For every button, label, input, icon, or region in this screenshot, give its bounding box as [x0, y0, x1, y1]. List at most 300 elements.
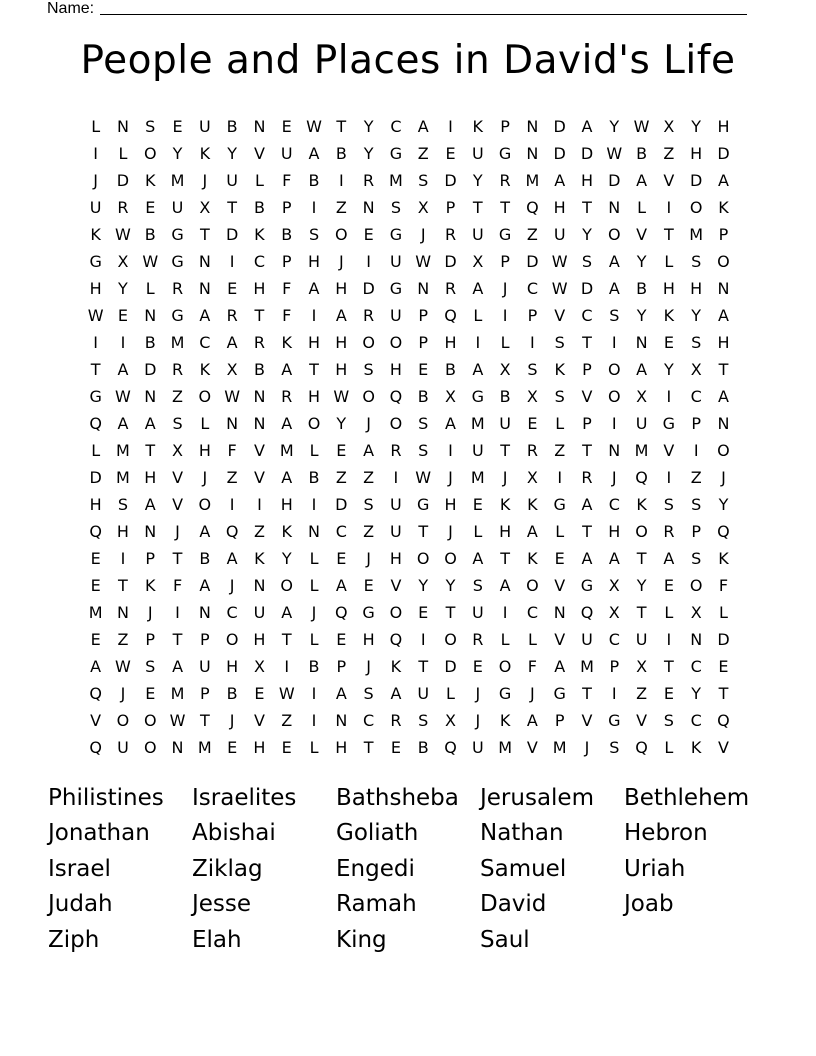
grid-letter[interactable]: K — [390, 657, 402, 676]
grid-letter[interactable]: H — [444, 495, 457, 514]
grid-letter[interactable]: C — [226, 603, 238, 622]
grid-letter[interactable]: X — [690, 603, 702, 622]
grid-letter[interactable]: M — [197, 738, 212, 757]
grid-letter[interactable]: M — [170, 171, 185, 190]
grid-letter[interactable]: D — [444, 252, 457, 271]
grid-letter[interactable]: N — [226, 414, 239, 433]
grid-letter[interactable]: S — [554, 387, 565, 406]
grid-letter[interactable]: Q — [89, 684, 102, 703]
grid-letter[interactable]: O — [416, 549, 430, 568]
grid-letter[interactable]: O — [362, 333, 375, 352]
grid-letter[interactable]: O — [607, 225, 621, 244]
grid-letter[interactable]: G — [553, 495, 566, 514]
grid-letter[interactable]: W — [169, 711, 186, 730]
grid-letter[interactable]: X — [226, 360, 238, 379]
grid-letter[interactable]: O — [143, 711, 157, 730]
grid-letter[interactable]: Y — [582, 225, 592, 244]
grid-letter[interactable]: X — [499, 360, 511, 379]
grid-letter[interactable]: O — [717, 252, 730, 271]
grid-letter[interactable]: D — [116, 171, 130, 190]
grid-letter[interactable]: Z — [636, 684, 648, 703]
grid-letter[interactable]: U — [417, 684, 430, 703]
grid-letter[interactable]: J — [721, 468, 726, 487]
grid-letter[interactable]: R — [472, 630, 484, 649]
grid-letter[interactable]: K — [144, 576, 156, 595]
grid-letter[interactable]: Z — [172, 387, 184, 406]
grid-letter[interactable]: K — [254, 225, 265, 244]
grid-letter[interactable]: I — [93, 333, 98, 352]
grid-letter[interactable]: Q — [225, 522, 239, 541]
grid-letter[interactable]: A — [581, 549, 593, 568]
grid-letter[interactable]: O — [444, 630, 457, 649]
grid-letter[interactable]: D — [89, 468, 102, 487]
grid-letter[interactable]: G — [89, 387, 102, 406]
grid-letter[interactable]: U — [390, 522, 402, 541]
grid-letter[interactable]: A — [226, 333, 238, 352]
grid-letter[interactable]: O — [607, 387, 621, 406]
grid-letter[interactable]: I — [475, 333, 481, 352]
grid-letter[interactable]: W — [415, 252, 432, 271]
grid-letter[interactable]: L — [664, 738, 674, 757]
grid-letter[interactable]: O — [389, 603, 403, 622]
grid-letter[interactable]: S — [554, 333, 565, 352]
grid-letter[interactable]: D — [553, 144, 566, 163]
grid-letter[interactable]: I — [611, 684, 617, 703]
grid-letter[interactable]: Z — [417, 144, 429, 163]
grid-letter[interactable]: O — [607, 360, 621, 379]
grid-letter[interactable]: D — [335, 495, 348, 514]
grid-letter[interactable]: U — [471, 603, 484, 622]
grid-letter[interactable]: C — [253, 252, 266, 271]
grid-letter[interactable]: S — [117, 495, 129, 514]
grid-letter[interactable]: L — [309, 549, 319, 568]
grid-letter[interactable]: T — [172, 549, 183, 568]
grid-letter[interactable]: I — [311, 306, 317, 325]
grid-letter[interactable]: U — [198, 117, 211, 136]
grid-letter[interactable]: C — [690, 657, 702, 676]
grid-letter[interactable]: R — [499, 171, 511, 190]
grid-letter[interactable]: E — [336, 630, 347, 649]
grid-letter[interactable]: O — [389, 333, 403, 352]
grid-letter[interactable]: P — [582, 414, 592, 433]
grid-letter[interactable]: P — [609, 657, 620, 676]
grid-letter[interactable]: J — [366, 414, 371, 433]
grid-letter[interactable]: W — [87, 306, 104, 325]
grid-letter[interactable]: Q — [635, 738, 648, 757]
grid-letter[interactable]: V — [172, 495, 184, 514]
grid-letter[interactable]: J — [202, 171, 208, 190]
grid-letter[interactable]: I — [366, 252, 371, 271]
grid-letter[interactable]: O — [307, 414, 321, 433]
grid-letter[interactable]: X — [199, 198, 211, 217]
grid-letter[interactable]: H — [690, 279, 703, 298]
grid-letter[interactable]: N — [526, 117, 539, 136]
grid-letter[interactable]: H — [389, 549, 402, 568]
grid-letter[interactable]: J — [448, 522, 453, 541]
grid-letter[interactable]: W — [333, 387, 350, 406]
grid-letter[interactable]: T — [199, 225, 210, 244]
grid-letter[interactable]: P — [554, 711, 565, 730]
grid-letter[interactable]: I — [448, 441, 453, 460]
grid-letter[interactable]: T — [418, 657, 429, 676]
grid-letter[interactable]: T — [445, 603, 456, 622]
grid-letter[interactable]: N — [417, 279, 430, 298]
grid-letter[interactable]: L — [664, 603, 674, 622]
grid-letter[interactable]: U — [471, 738, 484, 757]
grid-letter[interactable]: G — [553, 684, 566, 703]
grid-letter[interactable]: B — [417, 387, 429, 406]
grid-letter[interactable]: Q — [335, 603, 348, 622]
grid-letter[interactable]: U — [117, 738, 129, 757]
grid-letter[interactable]: T — [636, 549, 647, 568]
grid-letter[interactable]: I — [666, 630, 672, 649]
grid-letter[interactable]: U — [171, 198, 184, 217]
grid-letter[interactable]: E — [663, 576, 674, 595]
grid-letter[interactable]: L — [664, 252, 674, 271]
grid-letter[interactable]: N — [553, 603, 566, 622]
grid-letter[interactable]: U — [253, 603, 266, 622]
grid-letter[interactable]: Z — [363, 468, 375, 487]
grid-letter[interactable]: K — [254, 549, 265, 568]
grid-letter[interactable]: E — [418, 360, 429, 379]
grid-letter[interactable]: N — [717, 414, 730, 433]
grid-letter[interactable]: R — [171, 279, 184, 298]
grid-letter[interactable]: D — [144, 360, 157, 379]
grid-letter[interactable]: G — [498, 225, 512, 244]
grid-letter[interactable]: I — [666, 468, 672, 487]
grid-letter[interactable]: A — [554, 171, 566, 190]
grid-letter[interactable]: H — [253, 630, 266, 649]
grid-letter[interactable]: Y — [691, 306, 702, 325]
grid-letter[interactable]: B — [636, 144, 648, 163]
grid-letter[interactable]: K — [281, 522, 292, 541]
grid-letter[interactable]: T — [418, 522, 429, 541]
grid-letter[interactable]: I — [311, 495, 317, 514]
grid-letter[interactable]: E — [227, 279, 238, 298]
grid-letter[interactable]: I — [530, 333, 535, 352]
grid-letter[interactable]: S — [172, 414, 183, 433]
grid-letter[interactable]: A — [308, 279, 320, 298]
grid-letter[interactable]: J — [311, 603, 317, 622]
grid-letter[interactable]: C — [608, 630, 620, 649]
grid-letter[interactable]: Z — [335, 468, 347, 487]
grid-letter[interactable]: E — [145, 684, 156, 703]
grid-letter[interactable]: X — [526, 468, 538, 487]
grid-letter[interactable]: O — [198, 495, 212, 514]
grid-letter[interactable]: H — [253, 279, 266, 298]
grid-letter[interactable]: U — [198, 657, 211, 676]
grid-letter[interactable]: Z — [363, 522, 375, 541]
grid-letter[interactable]: H — [226, 657, 239, 676]
grid-letter[interactable]: S — [527, 360, 538, 379]
grid-letter[interactable]: I — [393, 468, 399, 487]
grid-letter[interactable]: A — [90, 657, 102, 676]
grid-letter[interactable]: I — [611, 333, 617, 352]
grid-letter[interactable]: E — [718, 657, 729, 676]
grid-letter[interactable]: X — [663, 117, 675, 136]
grid-letter[interactable]: N — [526, 144, 539, 163]
grid-letter[interactable]: R — [581, 468, 593, 487]
grid-letter[interactable]: B — [226, 117, 238, 136]
grid-letter[interactable]: Y — [691, 117, 702, 136]
grid-letter[interactable]: S — [363, 684, 374, 703]
grid-letter[interactable]: C — [690, 387, 702, 406]
grid-letter[interactable]: N — [116, 117, 129, 136]
grid-letter[interactable]: I — [311, 684, 317, 703]
grid-letter[interactable]: A — [335, 576, 347, 595]
grid-letter[interactable]: A — [390, 684, 402, 703]
grid-letter[interactable]: M — [525, 171, 540, 190]
grid-letter[interactable]: M — [170, 684, 185, 703]
grid-letter[interactable]: M — [580, 657, 594, 676]
grid-letter[interactable]: T — [227, 198, 238, 217]
grid-letter[interactable]: O — [689, 576, 703, 595]
grid-letter[interactable]: H — [335, 738, 348, 757]
grid-letter[interactable]: R — [444, 225, 457, 244]
grid-letter[interactable]: V — [526, 738, 538, 757]
grid-letter[interactable]: E — [254, 684, 265, 703]
grid-letter[interactable]: I — [175, 603, 180, 622]
grid-letter[interactable]: T — [663, 657, 674, 676]
grid-letter[interactable]: Y — [445, 576, 456, 595]
grid-letter[interactable]: E — [527, 414, 538, 433]
grid-letter[interactable]: I — [502, 306, 508, 325]
grid-letter[interactable]: T — [199, 711, 210, 730]
grid-letter[interactable]: K — [199, 360, 211, 379]
grid-letter[interactable]: R — [444, 279, 457, 298]
grid-letter[interactable]: A — [117, 414, 129, 433]
grid-letter[interactable]: F — [718, 576, 729, 595]
grid-letter[interactable]: K — [527, 549, 538, 568]
grid-letter[interactable]: Z — [281, 711, 293, 730]
grid-letter[interactable]: H — [198, 441, 211, 460]
grid-letter[interactable]: I — [557, 468, 563, 487]
grid-letter[interactable]: B — [308, 171, 320, 190]
grid-letter[interactable]: T — [718, 684, 729, 703]
grid-letter[interactable]: W — [278, 684, 295, 703]
grid-letter[interactable]: N — [335, 711, 348, 730]
grid-letter[interactable]: J — [611, 468, 617, 487]
grid-letter[interactable]: I — [311, 711, 317, 730]
grid-letter[interactable]: C — [526, 279, 538, 298]
grid-letter[interactable]: P — [281, 198, 292, 217]
grid-letter[interactable]: Y — [281, 549, 292, 568]
grid-letter[interactable]: G — [89, 252, 102, 271]
grid-letter[interactable]: P — [582, 360, 592, 379]
grid-letter[interactable]: A — [718, 171, 729, 190]
grid-letter[interactable]: E — [663, 684, 674, 703]
grid-letter[interactable]: X — [253, 657, 265, 676]
grid-letter[interactable]: V — [554, 630, 566, 649]
grid-letter[interactable]: R — [281, 387, 293, 406]
grid-letter[interactable]: A — [663, 549, 675, 568]
grid-letter[interactable]: P — [718, 225, 729, 244]
grid-letter[interactable]: E — [472, 657, 483, 676]
grid-letter[interactable]: W — [142, 252, 159, 271]
grid-letter[interactable]: C — [335, 522, 347, 541]
grid-letter[interactable]: M — [170, 333, 185, 352]
grid-letter[interactable]: L — [309, 441, 319, 460]
grid-letter[interactable]: T — [718, 360, 729, 379]
grid-letter[interactable]: L — [91, 441, 101, 460]
grid-letter[interactable]: T — [636, 603, 647, 622]
grid-letter[interactable]: G — [171, 252, 184, 271]
grid-letter[interactable]: V — [90, 711, 102, 730]
grid-letter[interactable]: A — [199, 576, 211, 595]
grid-letter[interactable]: I — [666, 387, 672, 406]
grid-letter[interactable]: E — [227, 738, 238, 757]
grid-letter[interactable]: G — [171, 225, 184, 244]
grid-letter[interactable]: X — [690, 360, 702, 379]
grid-letter[interactable]: A — [281, 603, 293, 622]
grid-letter[interactable]: I — [338, 171, 344, 190]
grid-letter[interactable]: R — [253, 333, 265, 352]
grid-letter[interactable]: T — [500, 549, 510, 568]
grid-letter[interactable]: K — [472, 117, 484, 136]
grid-letter[interactable]: H — [389, 360, 402, 379]
grid-letter[interactable]: Y — [636, 252, 647, 271]
grid-letter[interactable]: O — [143, 144, 157, 163]
grid-letter[interactable]: P — [527, 306, 538, 325]
grid-letter[interactable]: W — [306, 117, 322, 136]
grid-letter[interactable]: X — [526, 387, 538, 406]
grid-letter[interactable]: H — [444, 333, 457, 352]
grid-letter[interactable]: F — [282, 279, 292, 298]
grid-letter[interactable]: O — [335, 225, 348, 244]
grid-letter[interactable]: V — [581, 387, 593, 406]
grid-letter[interactable]: A — [117, 360, 129, 379]
grid-letter[interactable]: C — [581, 306, 593, 325]
grid-letter[interactable]: O — [116, 711, 130, 730]
grid-letter[interactable]: E — [336, 441, 347, 460]
grid-letter[interactable]: M — [389, 171, 403, 190]
grid-letter[interactable]: E — [90, 549, 101, 568]
grid-letter[interactable]: L — [309, 576, 319, 595]
grid-letter[interactable]: L — [200, 414, 210, 433]
grid-letter[interactable]: N — [362, 198, 375, 217]
grid-letter[interactable]: M — [470, 468, 485, 487]
grid-letter[interactable]: N — [144, 387, 157, 406]
grid-letter[interactable]: N — [608, 441, 621, 460]
grid-letter[interactable]: I — [284, 657, 290, 676]
grid-letter[interactable]: X — [472, 252, 484, 271]
grid-letter[interactable]: L — [500, 630, 510, 649]
grid-letter[interactable]: J — [147, 603, 153, 622]
grid-letter[interactable]: J — [502, 468, 508, 487]
grid-letter[interactable]: U — [226, 171, 238, 190]
grid-letter[interactable]: B — [144, 225, 156, 244]
grid-letter[interactable]: N — [717, 279, 730, 298]
grid-letter[interactable]: J — [202, 468, 208, 487]
grid-letter[interactable]: Y — [636, 306, 647, 325]
grid-letter[interactable]: T — [582, 522, 592, 541]
grid-letter[interactable]: Y — [472, 171, 483, 190]
grid-letter[interactable]: T — [663, 225, 674, 244]
grid-letter[interactable]: J — [366, 657, 371, 676]
grid-letter[interactable]: T — [145, 441, 156, 460]
grid-letter[interactable]: J — [93, 171, 98, 190]
grid-letter[interactable]: E — [418, 603, 429, 622]
grid-letter[interactable]: J — [229, 711, 235, 730]
grid-letter[interactable]: D — [553, 117, 566, 136]
grid-letter[interactable]: L — [446, 684, 455, 703]
grid-letter[interactable]: N — [144, 522, 157, 541]
grid-letter[interactable]: V — [253, 441, 265, 460]
grid-letter[interactable]: P — [200, 630, 210, 649]
grid-letter[interactable]: L — [309, 738, 319, 757]
grid-letter[interactable]: S — [363, 360, 374, 379]
grid-letter[interactable]: P — [445, 198, 456, 217]
grid-letter[interactable]: N — [253, 117, 266, 136]
grid-letter[interactable]: S — [609, 738, 620, 757]
grid-letter[interactable]: J — [475, 711, 481, 730]
grid-letter[interactable]: M — [689, 225, 704, 244]
grid-letter[interactable]: A — [581, 495, 593, 514]
grid-letter[interactable]: F — [172, 576, 183, 595]
grid-letter[interactable]: S — [390, 198, 401, 217]
grid-letter[interactable]: A — [526, 522, 538, 541]
grid-letter[interactable]: N — [608, 198, 621, 217]
grid-letter[interactable]: E — [117, 306, 128, 325]
grid-letter[interactable]: E — [281, 738, 292, 757]
grid-letter[interactable]: Y — [172, 144, 183, 163]
grid-letter[interactable]: H — [499, 522, 512, 541]
grid-letter[interactable]: U — [635, 630, 648, 649]
grid-letter[interactable]: V — [172, 468, 184, 487]
grid-letter[interactable]: J — [420, 225, 426, 244]
grid-letter[interactable]: H — [717, 333, 730, 352]
grid-letter[interactable]: X — [117, 252, 129, 271]
grid-letter[interactable]: M — [279, 441, 294, 460]
grid-letter[interactable]: Z — [663, 144, 675, 163]
grid-letter[interactable]: P — [500, 117, 510, 136]
grid-letter[interactable]: A — [472, 549, 484, 568]
grid-letter[interactable]: G — [662, 414, 676, 433]
grid-letter[interactable]: A — [172, 657, 184, 676]
grid-letter[interactable]: V — [554, 576, 566, 595]
grid-letter[interactable]: Z — [554, 441, 566, 460]
grid-letter[interactable]: Y — [636, 576, 647, 595]
grid-letter[interactable]: S — [145, 117, 156, 136]
grid-letter[interactable]: G — [362, 603, 375, 622]
grid-letter[interactable]: K — [718, 198, 729, 217]
grid-letter[interactable]: J — [502, 279, 508, 298]
grid-letter[interactable]: S — [472, 576, 483, 595]
grid-letter[interactable]: V — [718, 738, 729, 757]
grid-letter[interactable]: R — [363, 171, 375, 190]
grid-letter[interactable]: W — [115, 387, 131, 406]
grid-letter[interactable]: K — [199, 144, 211, 163]
grid-letter[interactable]: B — [308, 468, 320, 487]
grid-letter[interactable]: P — [336, 657, 347, 676]
grid-letter[interactable]: M — [634, 441, 649, 460]
grid-letter[interactable]: I — [311, 198, 317, 217]
grid-letter[interactable]: O — [389, 414, 403, 433]
grid-letter[interactable]: E — [554, 549, 565, 568]
grid-letter[interactable]: N — [308, 522, 320, 541]
grid-letter[interactable]: E — [472, 495, 483, 514]
grid-letter[interactable]: G — [389, 144, 403, 163]
grid-letter[interactable]: B — [144, 333, 156, 352]
grid-letter[interactable]: I — [693, 441, 699, 460]
grid-letter[interactable]: E — [390, 738, 401, 757]
grid-letter[interactable]: U — [390, 495, 402, 514]
grid-letter[interactable]: N — [198, 279, 211, 298]
grid-letter[interactable]: U — [553, 225, 566, 244]
grid-letter[interactable]: K — [499, 711, 511, 730]
grid-letter[interactable]: U — [390, 252, 402, 271]
name-write-line[interactable] — [100, 13, 747, 15]
